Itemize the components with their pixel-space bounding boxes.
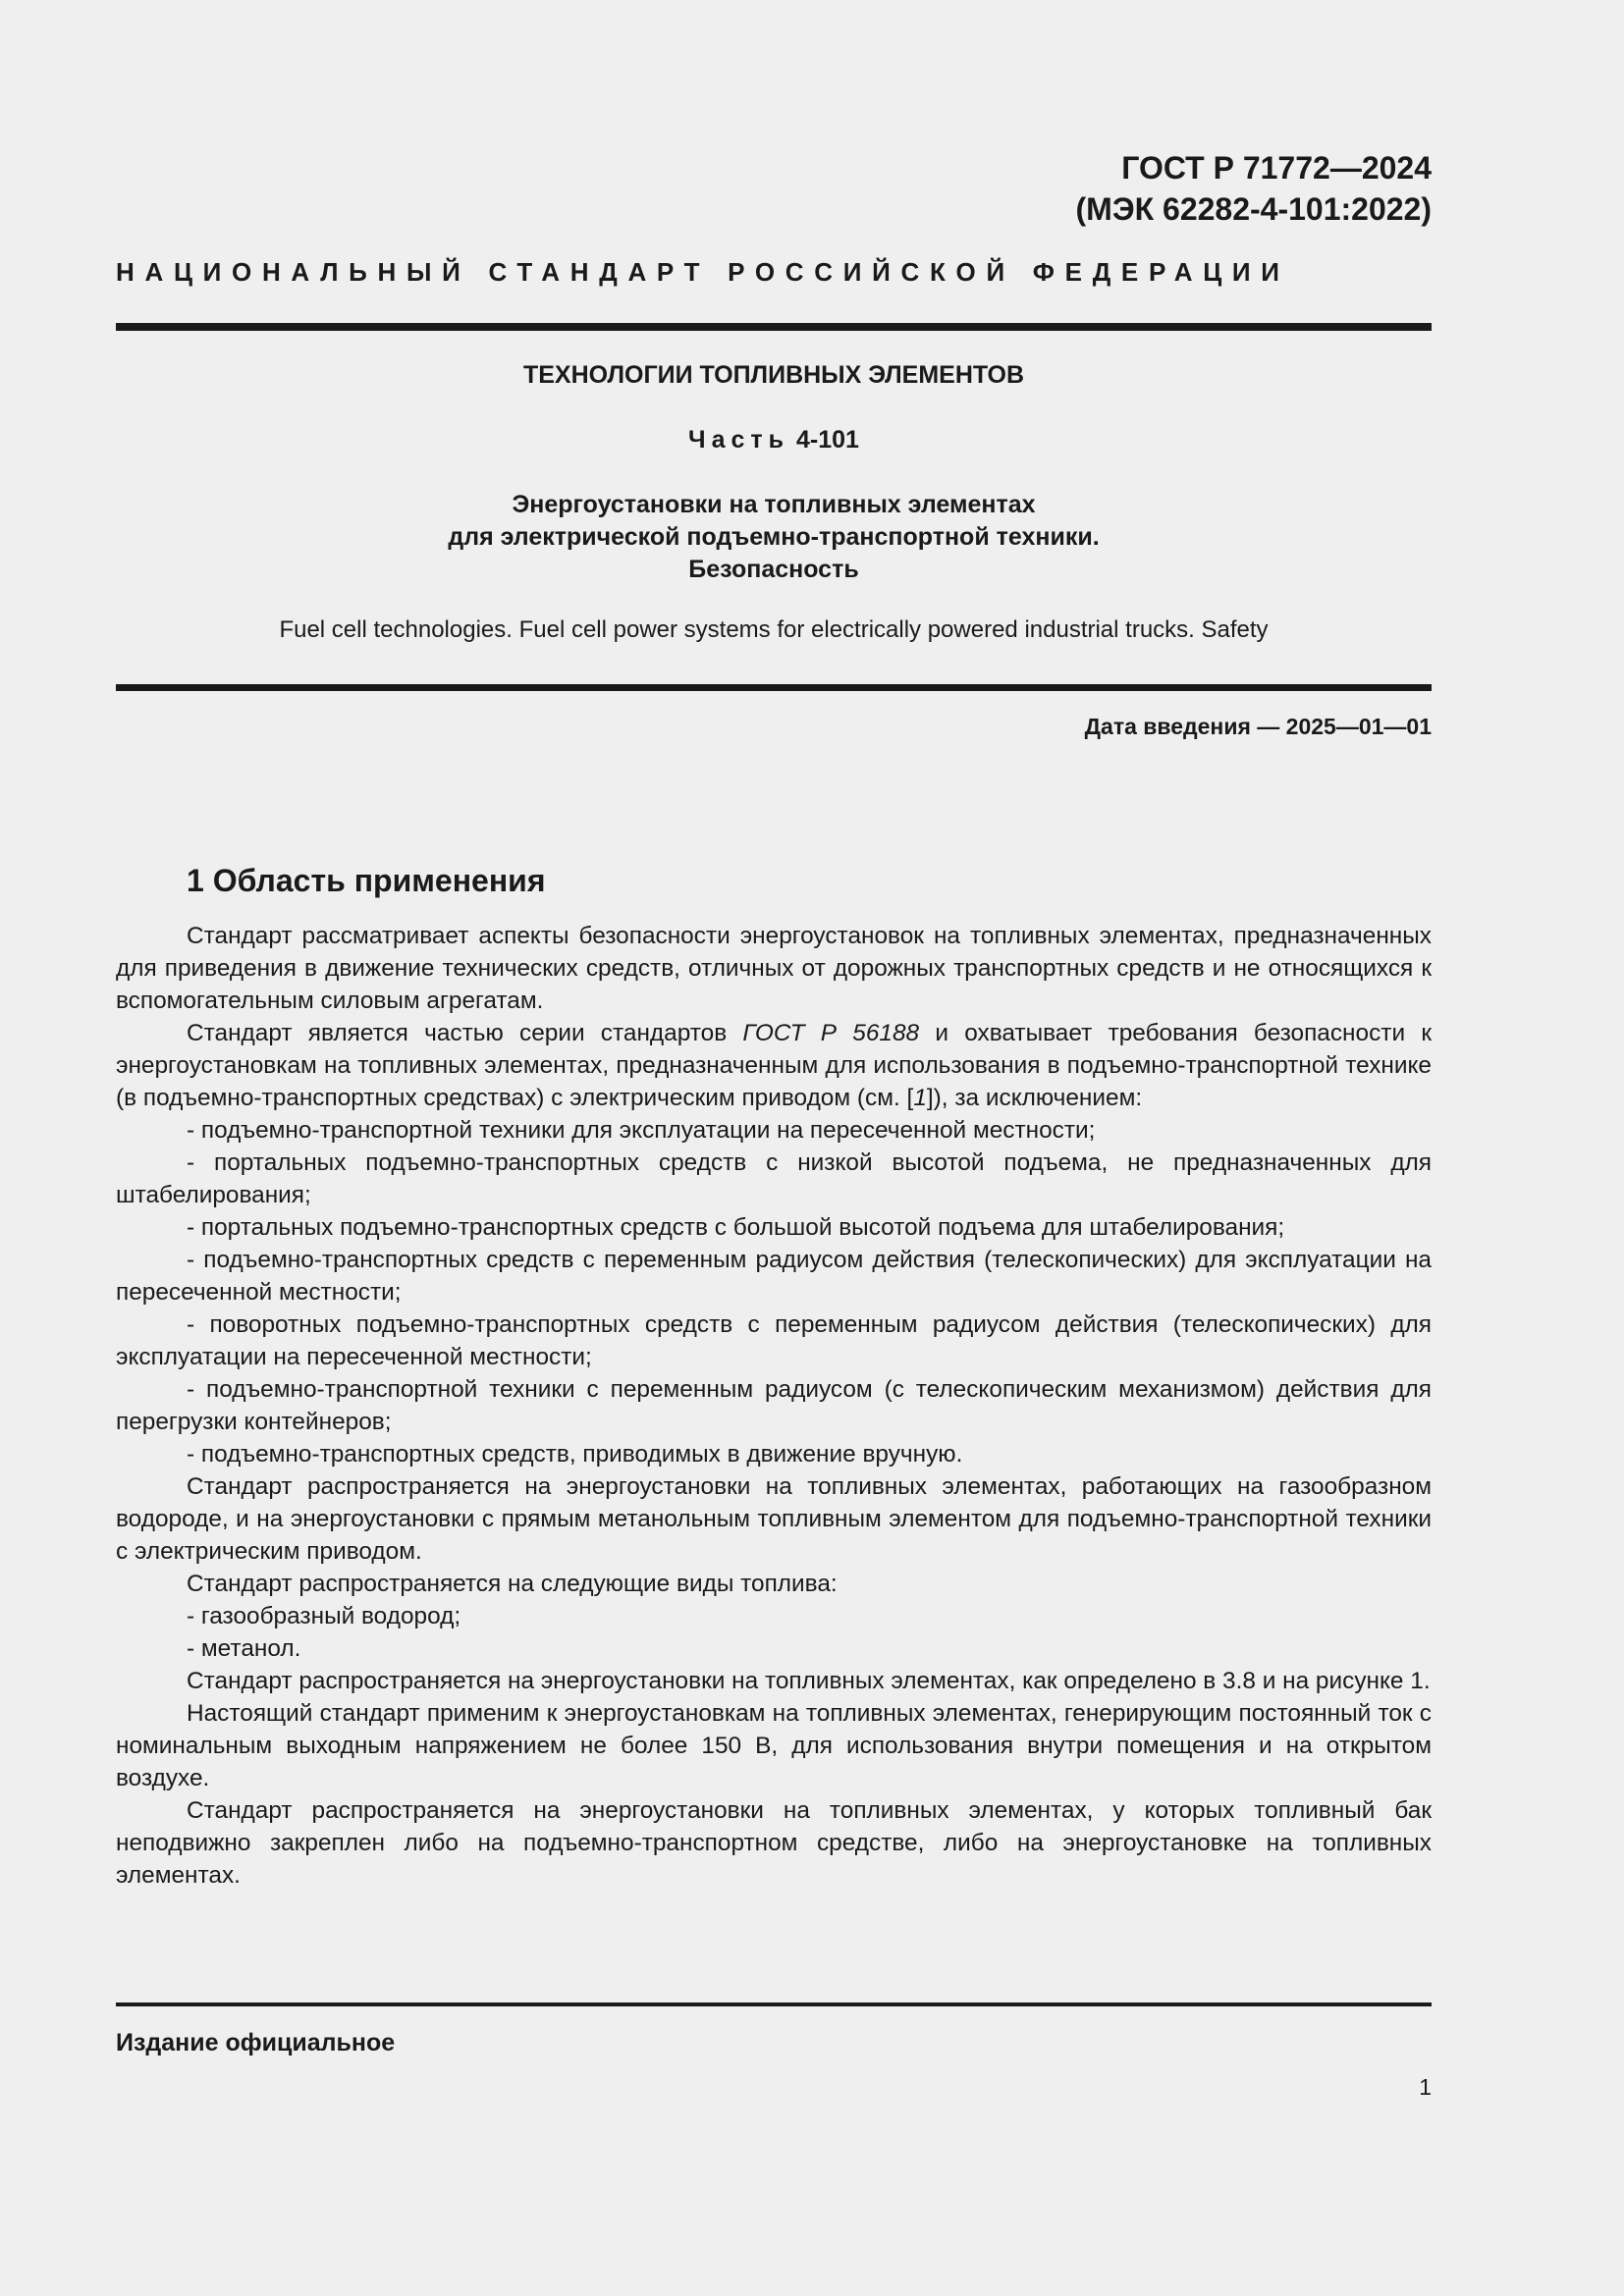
middle-divider (116, 684, 1432, 691)
list-item: - подъемно-транспортной техники с переменным радиусом (с телескопическим механизмом) действия для перегрузки контейнеров; (116, 1376, 1432, 1435)
standard-subtitle (116, 489, 1432, 586)
page-number: 1 (1419, 2074, 1432, 2100)
subtitle-line: Безопасность (688, 556, 859, 583)
iec-number: (МЭК 62282-4-101:2022) (1075, 191, 1432, 227)
paragraph: Стандарт распространяется на энергоустановки на топливных элементах, как определено в 3.8 и на рисунке 1. (187, 1668, 1431, 1694)
gost-number: ГОСТ Р 71772—2024 (1121, 150, 1432, 186)
paragraph-text: Стандарт является частью серии стандартов (187, 1020, 743, 1046)
paragraph-text: ]), за исключением: (926, 1085, 1143, 1111)
list-item: - газообразный водород; (187, 1603, 461, 1629)
bottom-divider (116, 2002, 1432, 2006)
paragraph-text: и охватывает требования безопасности к энергоустановкам на топливных элементах, предназначенным для использования в подъемно-транспортной технике (в подъемно-транспортных средствах) с электрическим приводом (см. [ (116, 1020, 1432, 1111)
standard-reference-link[interactable]: ГОСТ Р 56188 (742, 1020, 920, 1046)
list-item: - портальных подъемно-транспортных средств с низкой высотой подъема, не предназначенных для штабелирования; (116, 1149, 1432, 1208)
subtitle-line: Энергоустановки на топливных элементах (512, 491, 1036, 518)
list-item: - подъемно-транспортных средств с переменным радиусом действия (телескопических) для эксплуатации на пересеченной местности; (116, 1247, 1432, 1306)
subtitle-line: для электрической подъемно-транспортной техники. (448, 523, 1100, 551)
introduction-date: Дата введения — 2025—01—01 (1084, 714, 1432, 739)
english-title: Fuel cell technologies. Fuel cell power systems for electrically powered industrial trucks. Safety (279, 616, 1269, 643)
official-edition-label: Издание официальное (116, 2029, 396, 2056)
top-divider (116, 323, 1432, 331)
paragraph: Настоящий стандарт применим к энергоустановкам на топливных элементах, генерирующим постоянный ток с номинальным выходным напряжением не более 150 В, для использования внутри помещения и на открытом воздухе. (116, 1700, 1432, 1791)
paragraph: Стандарт распространяется на следующие виды топлива: (187, 1571, 838, 1597)
paragraph: Стандарт распространяется на энергоустановки на топливных элементах, работающих на газообразном водороде, и на энергоустановки с прямым метанольным топливным элементом для подъемно-транспортной техники с электрическим приводом. (116, 1473, 1432, 1565)
paragraph (116, 1017, 1432, 1114)
part-word: Часть (688, 426, 790, 454)
part-label (116, 426, 1432, 454)
list-item: - подъемно-транспортных средств, приводимых в движение вручную. (187, 1441, 963, 1468)
standard-title: ТЕХНОЛОГИИ ТОПЛИВНЫХ ЭЛЕМЕНТОВ (522, 361, 1025, 389)
list-item: - метанол. (187, 1635, 301, 1662)
bibliography-reference-link[interactable]: 1 (913, 1085, 927, 1111)
document-code-block (1076, 147, 1432, 230)
list-item: - поворотных подъемно-транспортных средств с переменным радиусом действия (телескопических) для эксплуатации на пересеченной местности; (116, 1311, 1432, 1370)
part-number: 4-101 (796, 426, 859, 454)
national-standard-banner: НАЦИОНАЛЬНЫЙ СТАНДАРТ РОССИЙСКОЙ ФЕДЕРАЦИИ (116, 257, 1290, 287)
list-item: - портальных подъемно-транспортных средств с большой высотой подъема для штабелирования; (187, 1214, 1285, 1241)
section-heading: 1 Область применения (187, 863, 546, 898)
paragraph: Стандарт распространяется на энергоустановки на топливных элементах, у которых топливный бак неподвижно закреплен либо на подъемно-транспортном средстве, либо на энергоустановке на топливных элементах. (116, 1797, 1432, 1889)
list-item: - подъемно-транспортной техники для эксплуатации на пересеченной местности; (187, 1117, 1096, 1144)
section-body (116, 920, 1432, 1892)
paragraph: Стандарт рассматривает аспекты безопасности энергоустановок на топливных элементах, предназначенных для приведения в движение технических средств, отличных от дорожных транспортных средств и не относящихся к вспомогательным силовым агрегатам. (116, 923, 1432, 1014)
